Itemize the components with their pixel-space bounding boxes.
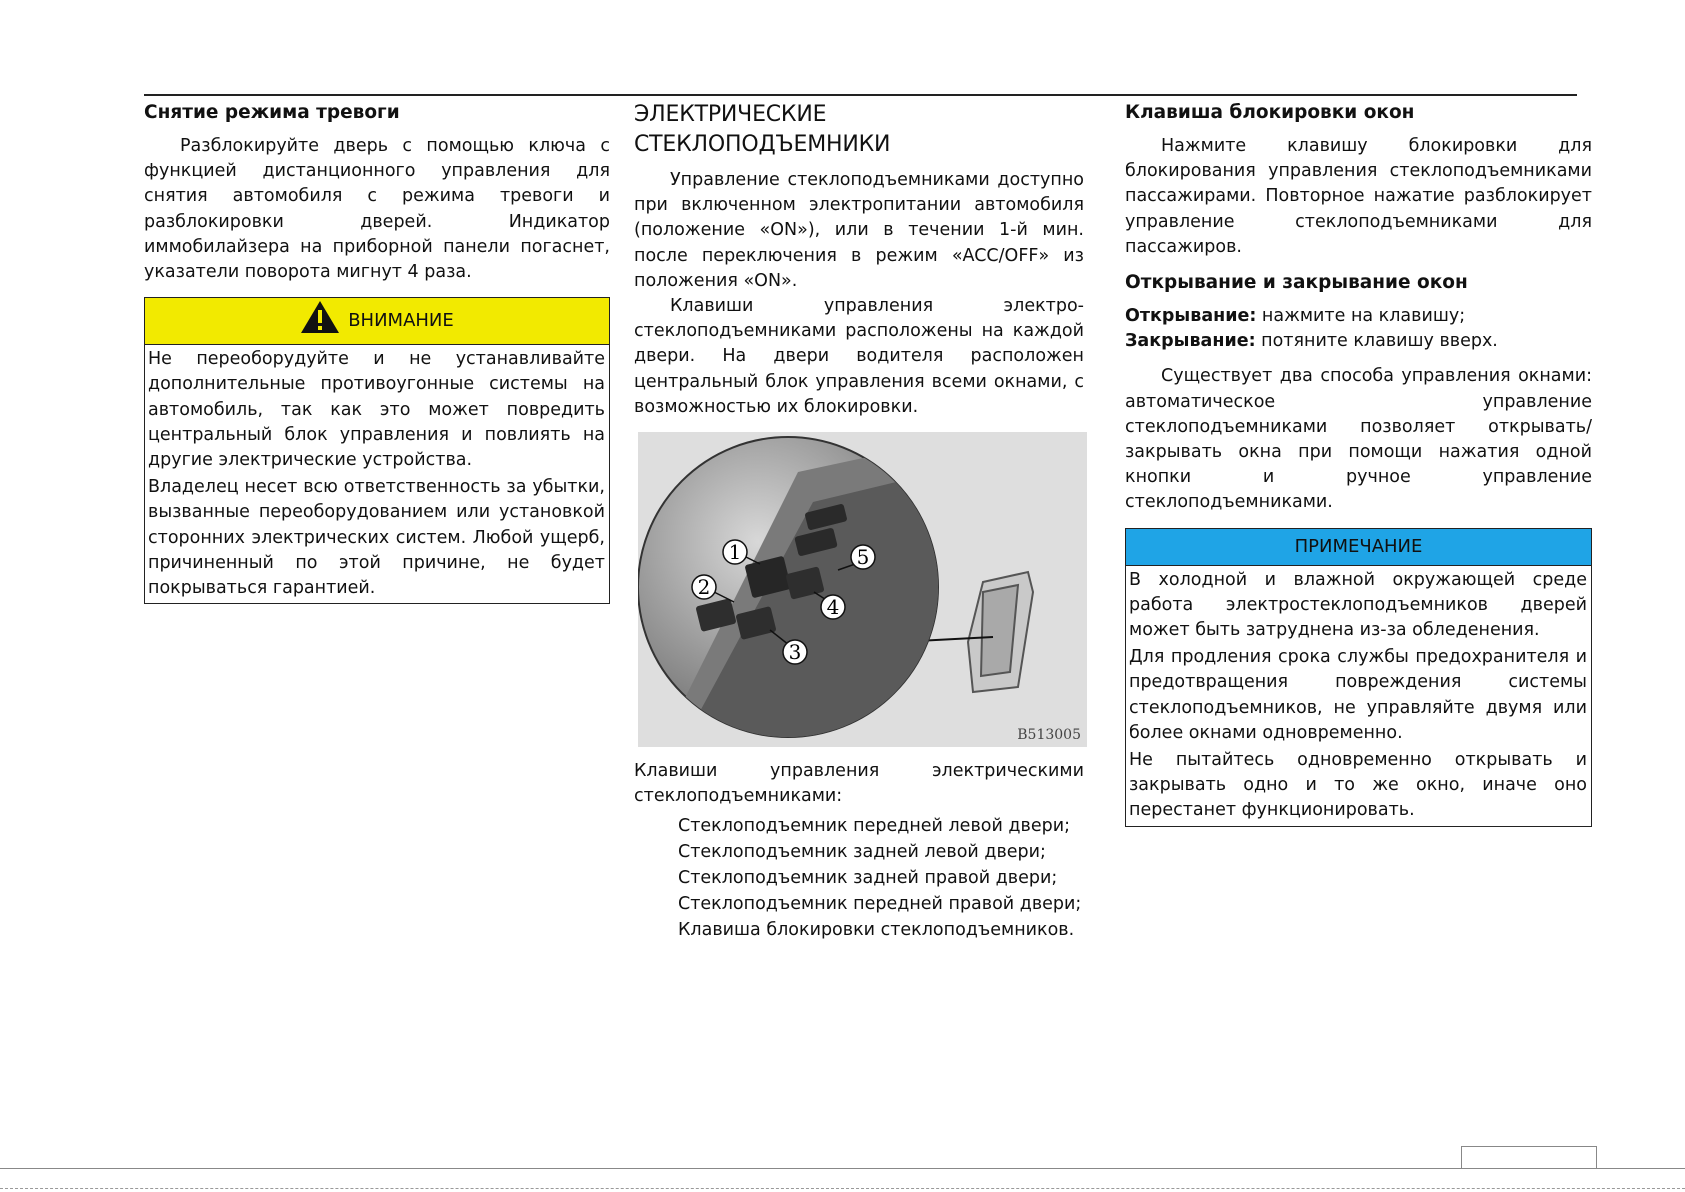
warning-box [144,297,610,604]
bottom-rule [0,1168,1685,1169]
warning-title: ВНИМАНИЕ [348,310,454,332]
switch-list [634,813,1084,943]
warning-body [145,345,609,603]
callout-label: 3 [788,640,802,665]
paragraph-control-modes: Существует два способа управления окнами: автоматическое управление стеклоподъемниками позволяет открывать/закрывать окна при помощи нажатия одной кнопки и ручное управление стеклоподъемниками. [1125,366,1592,513]
close-label: Закрывание: [1125,331,1256,352]
paragraph-window-lock: Нажмите клавишу блокировки для блокирования управления стеклоподъемниками пассажирами. Повторное нажатие разблокирует управление стеклоподъемниками для пассажиров. [1125,136,1592,257]
close-text: потяните клавишу вверх. [1255,331,1498,352]
note-title: ПРИМЕЧАНИЕ [1294,535,1423,557]
list-item: Стеклоподъемник задней правой двери; [678,868,1058,889]
warning-triangle-icon [300,300,340,334]
note-header [1126,529,1591,566]
note-paragraph-1: В холодной и влажной окружающей среде работа электростеклоподъемников дверей может быть затруднена из-за обледенения. [1129,569,1587,641]
note-box [1125,528,1592,827]
open-instruction [1125,304,1592,329]
callout-4 [821,595,845,619]
paragraph-availability: Управление стеклоподъемниками доступно при включенном электропитании автомобиля (положение «ON»), или в течении 1-й мин. после переключения в режим «ACC/OFF» из положения «ON». [634,170,1084,291]
bottom-dashed-rule [0,1188,1685,1189]
paragraph-switch-location: Клавиши управления электро-стеклоподъемниками расположены на каждой двери. На двери водителя расположен центральный блок управления всеми окнами, с возможностью их блокировки. [634,296,1084,417]
callout-5 [851,545,875,569]
window-switch-figure [638,432,1087,747]
callout-label: 1 [728,540,742,565]
window-switch-illustration [638,432,1087,747]
callout-3 [783,640,807,664]
paragraph-alarm-off: Разблокируйте дверь с помощью ключа с функцией дистанционного управления для снятия автомобиля с режима тревоги и разблокировки дверей. Индикатор иммобилайзера на приборной панели погаснет, указатели поворота мигнут 4 раза. [144,136,610,283]
column-right [1125,100,1592,827]
warning-header [145,298,609,345]
callout-label: 2 [697,575,711,600]
warning-paragraph-1: Не переоборудуйте и не устанавливайте дополнительные противоугонные системы на автомобиль, так как это может повредить центральный блок управления и повлиять на другие электрические устройства. [148,349,605,471]
heading-open-close: Открывание и закрывание окон [1125,272,1468,294]
list-item: Стеклоподъемник передней левой двери; [678,816,1070,837]
open-text: нажмите на клавишу; [1256,306,1466,327]
callout-label: 5 [856,545,870,570]
list-item: Стеклоподъемник передней правой двери; [678,894,1082,915]
figure-caption: Клавиши управления электрическими стеклоподъемниками: [634,761,1084,807]
column-left [144,100,610,604]
callout-label: 4 [826,595,840,620]
door-sketch [968,572,1033,692]
warning-paragraph-2: Владелец несет всю ответственность за убытки, вызванные переоборудованием или установкой сторонних электрических систем. Любой ущерб, причиненный по этой причине, не будет покрываться гарантией. [148,477,605,599]
figure-code: B513005 [1017,727,1081,744]
callout-1 [723,540,747,564]
note-paragraph-3: Не пытайтесь одновременно открывать и закрывать одно и то же окно, иначе оно перестанет функционировать. [1129,750,1587,821]
column-middle [634,100,1084,943]
list-item: Клавиша блокировки стеклоподъемников. [678,920,1075,941]
heading-window-lock: Клавиша блокировки окон [1125,102,1415,123]
callout-2 [692,575,716,599]
open-label: Открывание: [1125,306,1257,327]
note-body [1126,566,1591,826]
close-instruction [1125,329,1592,354]
note-paragraph-2: Для продления срока службы предохранителя и предотвращения повреждения системы стеклоподъемников, не управляйте двумя или более окнами одновременно. [1129,647,1587,743]
top-rule [144,94,1577,96]
section-title: ЭЛЕКТРИЧЕСКИЕ СТЕКЛОПОДЪЕМНИКИ [634,102,891,157]
list-item: Стеклоподъемник задней левой двери; [678,842,1046,863]
heading-alarm-off: Снятие режима тревоги [144,102,400,123]
page-number-tab [1461,1146,1597,1169]
